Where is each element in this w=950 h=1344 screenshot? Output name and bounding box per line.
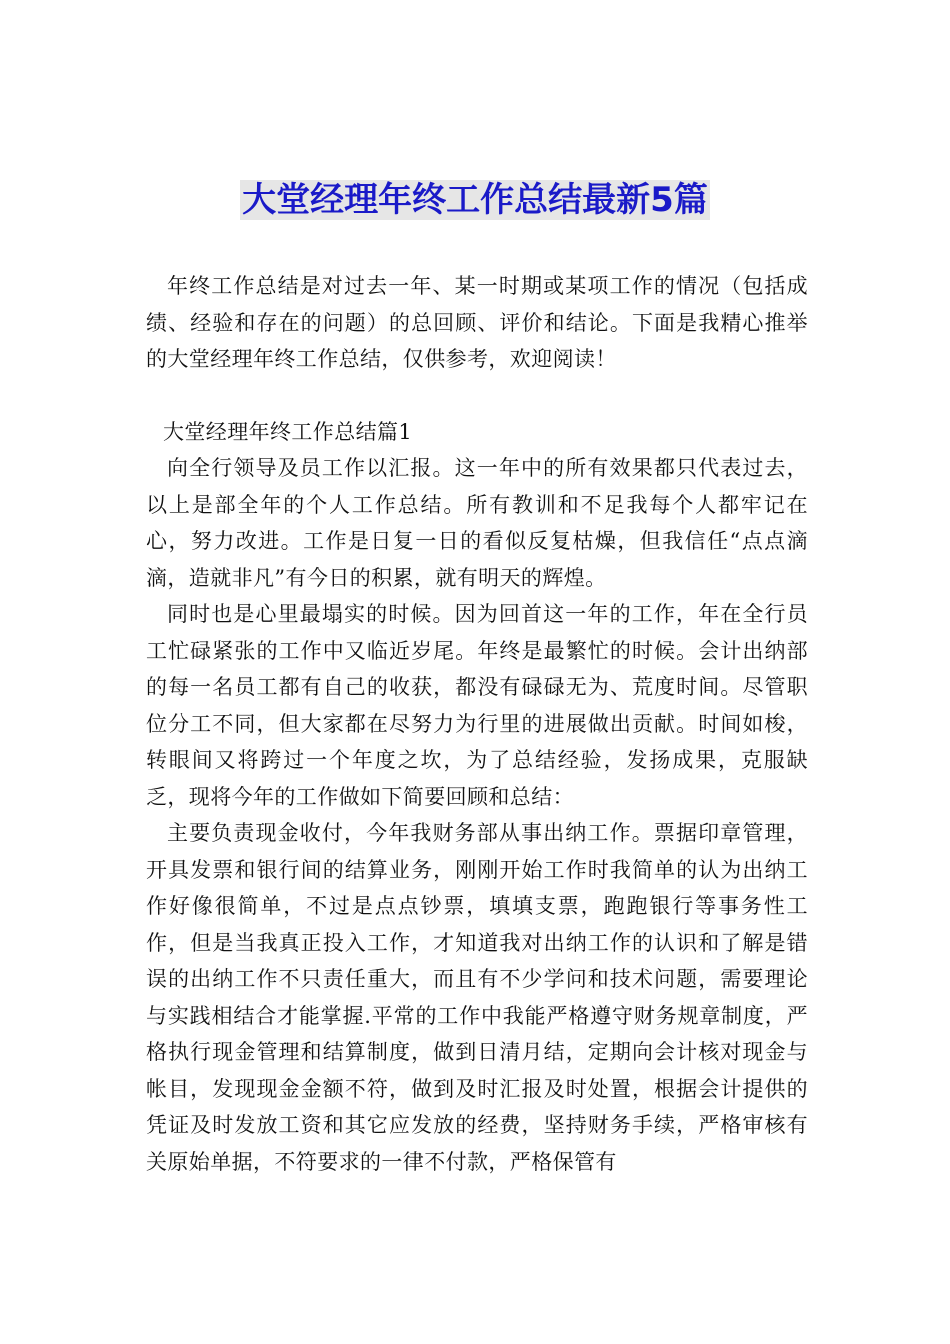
section-heading: 大堂经理年终工作总结篇1	[163, 419, 413, 444]
paragraph-gap	[146, 378, 808, 414]
body-paragraph-1: 向全行领导及员工作以汇报。这一年中的所有效果都只代表过去，以上是部全年的个人工作总结。所有教训和不足我每个人都牢记在心，努力改进。工作是日复一日的看似反复枯燥，但我信任“点点滴滴，造就非凡”有今日的积累，就有明天的辉煌。	[146, 456, 808, 590]
body-paragraph-2: 同时也是心里最塌实的时候。因为回首这一年的工作，年在全行员工忙碌紧张的工作中又临近岁尾。年终是最繁忙的时候。会计出纳部的每一名员工都有自己的收获，都没有碌碌无为、荒度时间。尽管职位分工不同，但大家都在尽努力为行里的进展做出贡献。时间如梭，转眼间又将跨过一个年度之坎，为了总结经验，发扬成果，克服缺乏，现将今年的工作做如下简要回顾和总结：	[146, 602, 808, 809]
document-title-text: 大堂经理年终工作总结最新5篇	[242, 180, 708, 220]
document-body	[146, 268, 808, 1180]
intro-paragraph: 年终工作总结是对过去一年、某一时期或某项工作的情况（包括成绩、经验和存在的问题）的总回顾、评价和结论。下面是我精心推举的大堂经理年终工作总结，仅供参考，欢迎阅读！	[146, 274, 808, 371]
document-title	[0, 176, 950, 224]
body-paragraph-3: 主要负责现金收付，今年我财务部从事出纳工作。票据印章管理，开具发票和银行间的结算业务，刚刚开始工作时我简单的认为出纳工作好像很简单，不过是点点钞票，填填支票，跑跑银行等事务性工作，但是当我真正投入工作，才知道我对出纳工作的认识和了解是错误的出纳工作不只责任重大，而且有不少学问和技术问题，需要理论与实践相结合才能掌握.平常的工作中我能严格遵守财务规章制度，严格执行现金管理和结算制度，做到日清月结，定期向会计核对现金与帐目，发现现金金额不符，做到及时汇报及时处置，根据会计提供的凭证及时发放工资和其它应发放的经费，坚持财务手续，严格审核有关原始单据，不符要求的一律不付款，严格保管有	[146, 821, 808, 1174]
